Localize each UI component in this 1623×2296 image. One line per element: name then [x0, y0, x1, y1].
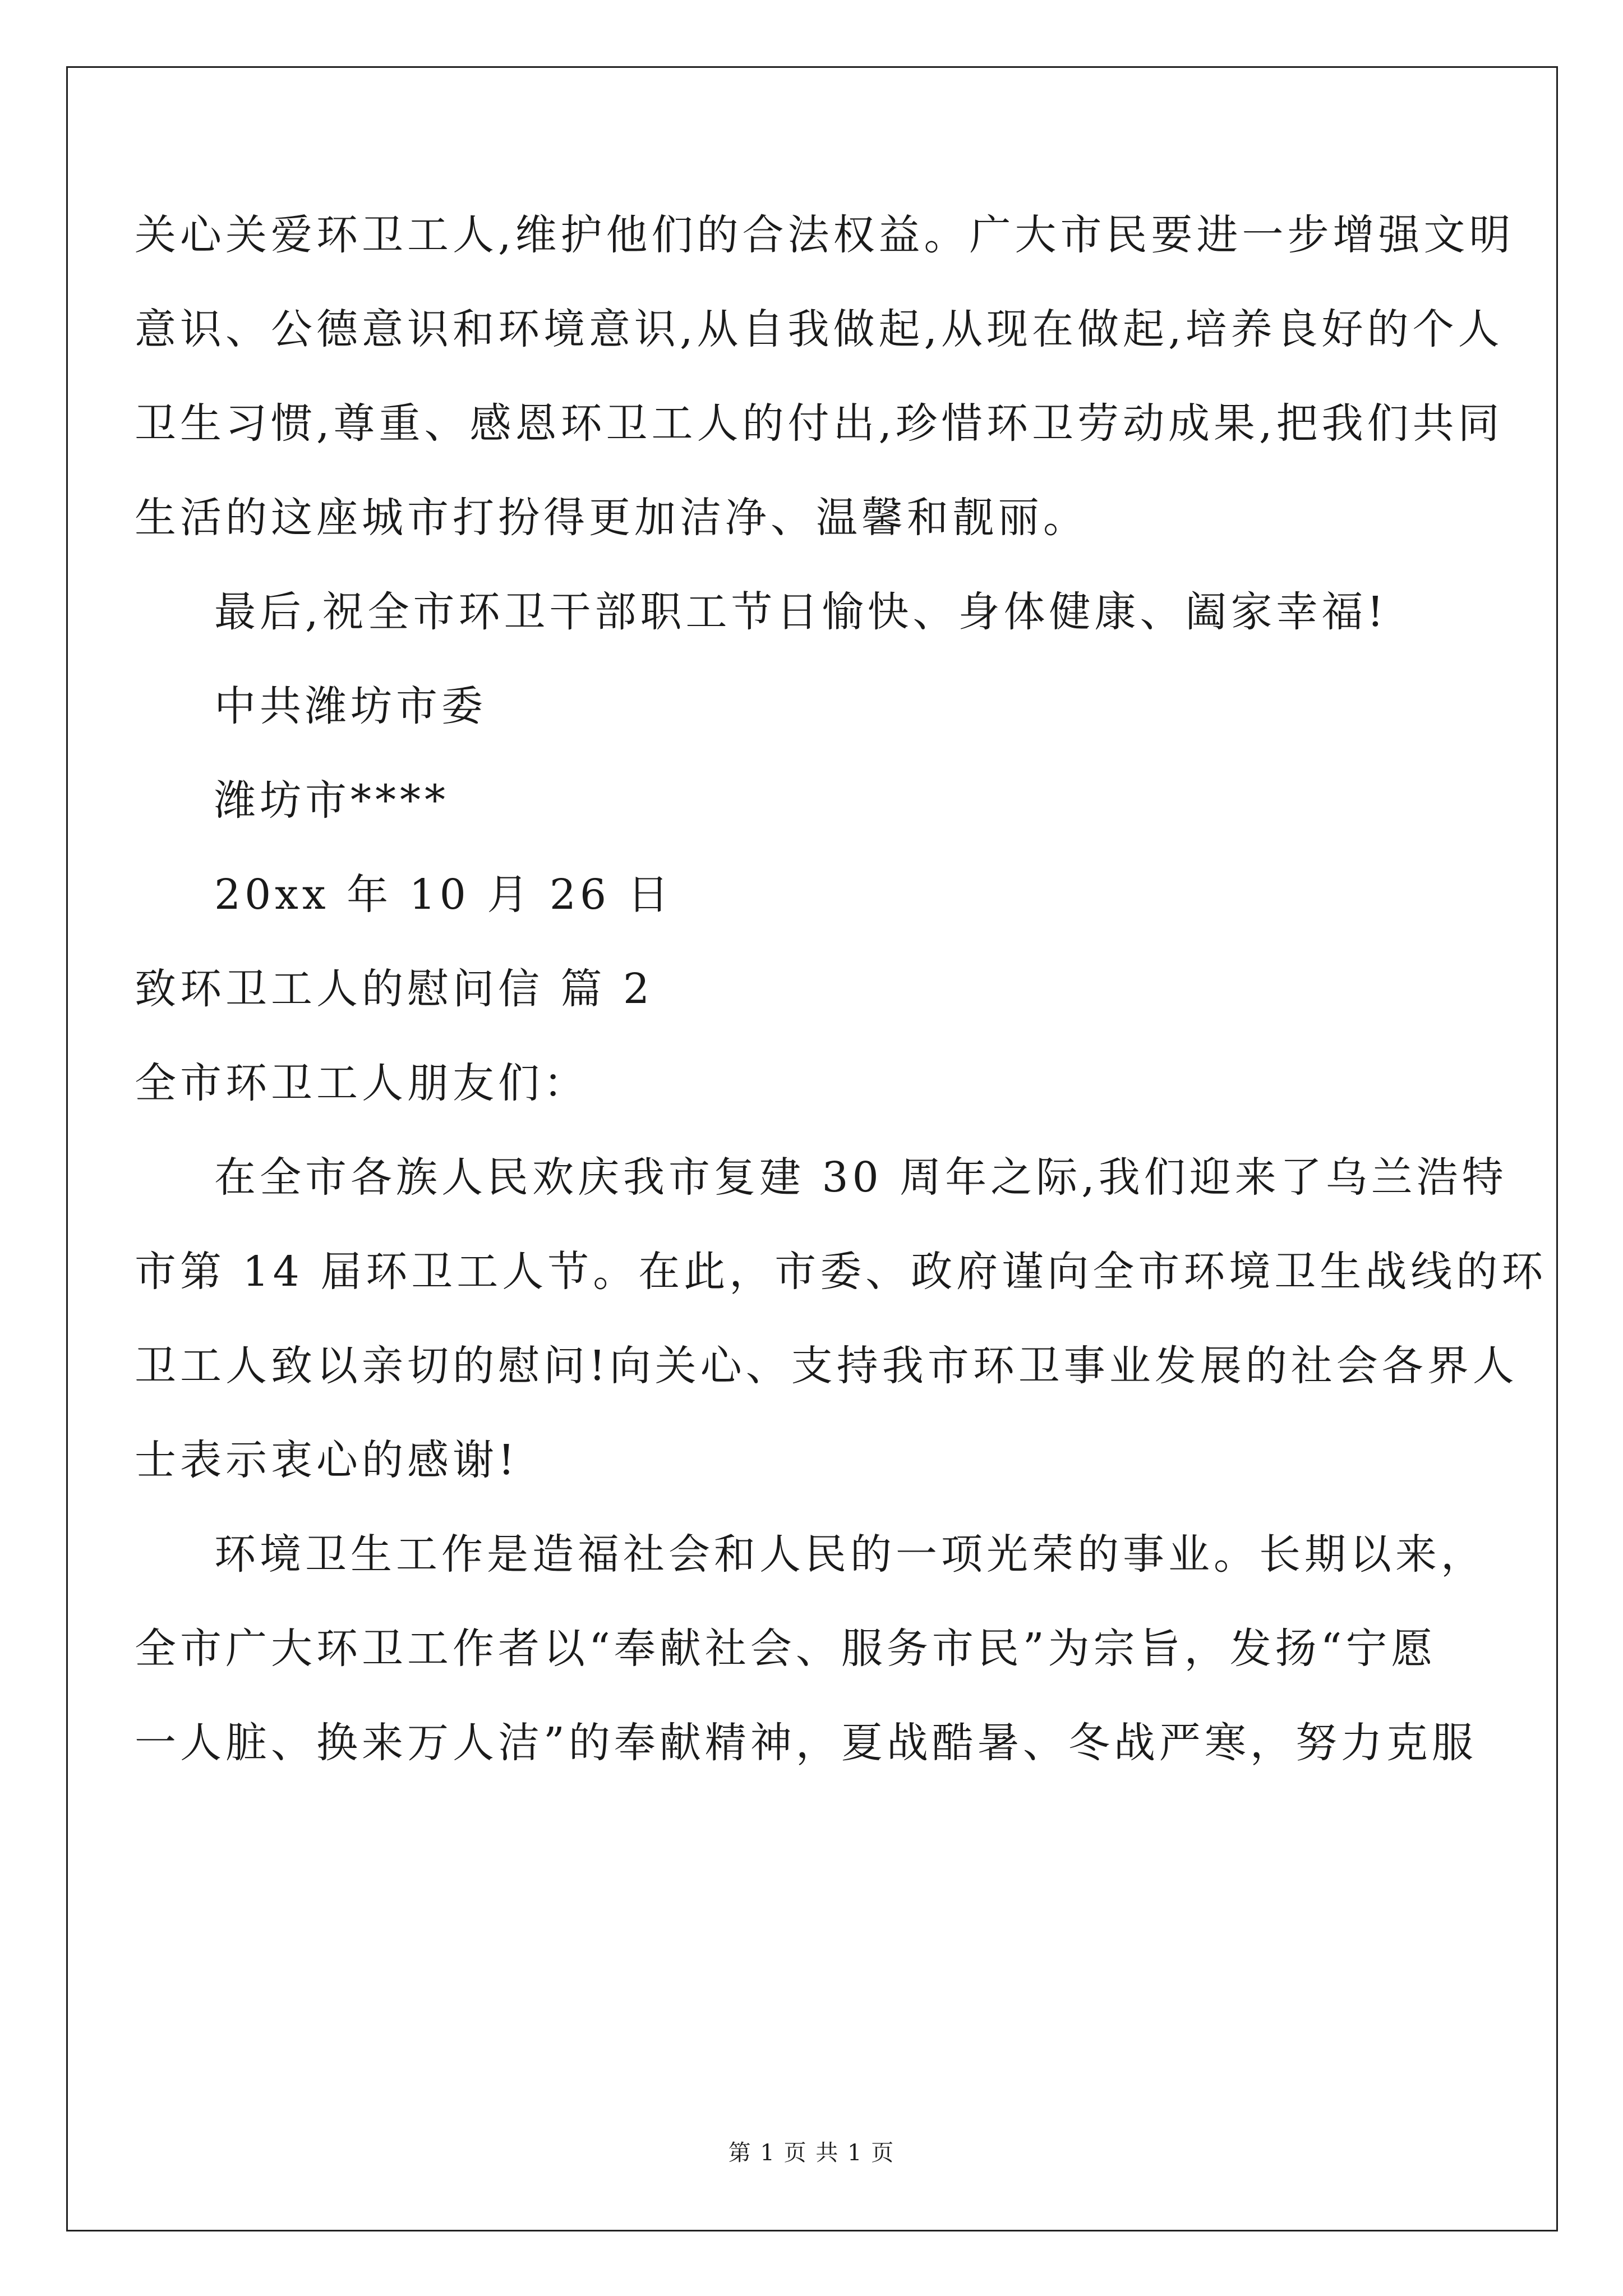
signature-org-2: 潍坊市****	[214, 776, 449, 825]
body-line: 卫生习惯,尊重、感恩环卫工人的付出,珍惜环卫劳动成果,把我们共同	[135, 399, 1504, 448]
body-line: 士表示衷心的感谢!	[135, 1436, 519, 1484]
body-line: 环境卫生工作是造福社会和人民的一项光荣的事业。长期以来，	[214, 1530, 1486, 1579]
body-line: 在全市各族人民欢庆我市复建 30 周年之际,我们迎来了乌兰浩特	[214, 1153, 1507, 1202]
body-line: 生活的这座城市打扮得更加洁净、温馨和靓丽。	[135, 494, 1089, 542]
page-border	[66, 66, 1558, 2231]
signature-org-1: 中共潍坊市委	[214, 682, 487, 730]
page-number: 第 1 页 共 1 页	[728, 2140, 895, 2166]
body-line: 全市广大环卫工作者以“奉献社会、服务市民”为宗旨，发扬“宁愿	[135, 1625, 1437, 1673]
body-line: 一人脏、换来万人洁”的奉献精神，夏战酷暑、冬战严寒，努力克服	[135, 1719, 1477, 1767]
body-line: 关心关爱环卫工人,维护他们的合法权益。广大市民要进一步增强文明	[135, 211, 1515, 259]
body-line: 卫工人致以亲切的慰问!向关心、支持我市环卫事业发展的社会各界人	[135, 1342, 1518, 1390]
section-title: 致环卫工人的慰问信 篇 2	[135, 965, 654, 1013]
body-line: 市第 14 届环卫工人节。在此，市委、政府谨向全市环境卫生战线的环	[135, 1248, 1547, 1296]
closing-wish: 最后,祝全市环卫干部职工节日愉快、身体健康、阖家幸福!	[214, 588, 1388, 636]
signature-date: 20xx 年 10 月 26 日	[214, 871, 673, 919]
body-line: 意识、公德意识和环境意识,从自我做起,从现在做起,培养良好的个人	[135, 305, 1504, 353]
salutation: 全市环卫工人朋友们：	[135, 1059, 589, 1107]
